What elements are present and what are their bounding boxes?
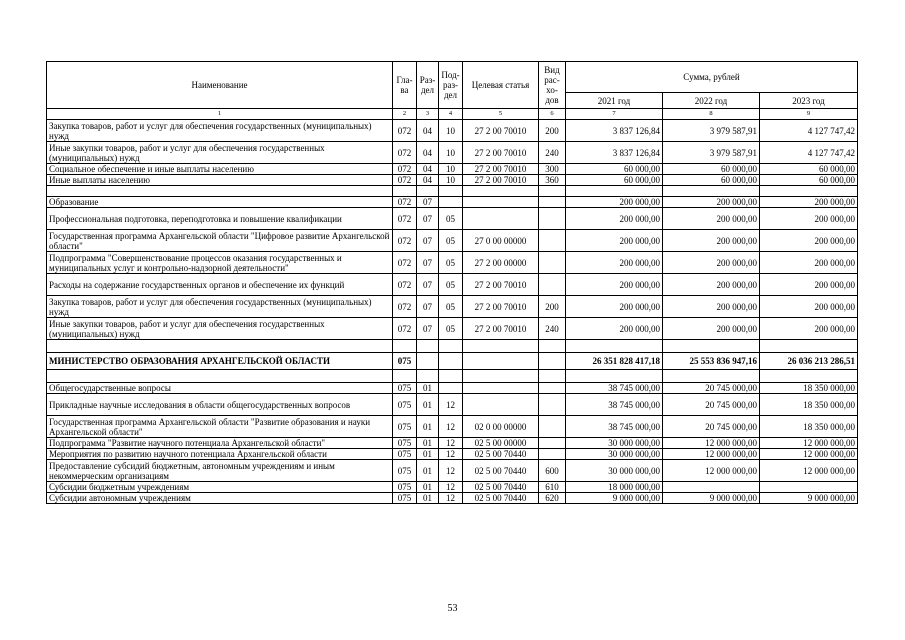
row-name: Профессиональная подготовка, переподготовка и повышение квалификации: [47, 208, 393, 230]
row-sum-2021: 38 745 000,00: [566, 416, 663, 438]
row-podrazdel: 12: [439, 394, 463, 416]
row-sum-2023: 200 000,00: [760, 274, 858, 296]
row-sum-2021: 38 745 000,00: [566, 394, 663, 416]
table-row: [47, 493, 858, 504]
row-glava: 075: [393, 438, 417, 449]
row-sum-2023: 200 000,00: [760, 318, 858, 340]
row-sum-2021: 200 000,00: [566, 318, 663, 340]
row-podrazdel: 10: [439, 164, 463, 175]
header-year-2022: 2022 год: [663, 93, 760, 109]
row-podrazdel: 12: [439, 493, 463, 504]
row-sum-2022: 200 000,00: [663, 230, 760, 252]
row-celevaya: 27 2 00 70010: [463, 274, 539, 296]
row-sum-2022: 25 553 836 947,16: [663, 353, 760, 370]
row-sum-2022: 3 979 587,91: [663, 142, 760, 164]
table-row: [47, 383, 858, 394]
row-sum-2021: 200 000,00: [566, 296, 663, 318]
table-row: [47, 164, 858, 175]
row-sum-2021: 200 000,00: [566, 208, 663, 230]
row-glava: 072: [393, 120, 417, 142]
row-glava: 072: [393, 274, 417, 296]
row-vid: 240: [539, 318, 566, 340]
row-name: Прикладные научные исследования в области общегосударственных вопросов: [47, 394, 393, 416]
table-row: [47, 175, 858, 186]
row-name: Расходы на содержание государственных органов и обеспечение их функций: [47, 274, 393, 296]
row-vid: [539, 274, 566, 296]
row-celevaya: [463, 394, 539, 416]
row-razdel: 01: [417, 493, 439, 504]
row-sum-2023: 200 000,00: [760, 197, 858, 208]
row-celevaya: 27 2 00 70010: [463, 175, 539, 186]
row-sum-2022: 20 745 000,00: [663, 383, 760, 394]
table-row: [47, 252, 858, 274]
column-number: 5: [463, 109, 539, 120]
row-sum-2022: 200 000,00: [663, 274, 760, 296]
row-celevaya: 02 5 00 00000: [463, 438, 539, 449]
row-sum-2021: 26 351 828 417,18: [566, 353, 663, 370]
row-celevaya: 02 5 00 70440: [463, 449, 539, 460]
row-sum-2022: 200 000,00: [663, 208, 760, 230]
table-row: [47, 197, 858, 208]
row-podrazdel: 05: [439, 252, 463, 274]
row-celevaya: 27 2 00 70010: [463, 296, 539, 318]
row-sum-2022: 12 000 000,00: [663, 438, 760, 449]
row-glava: 075: [393, 482, 417, 493]
row-razdel: 07: [417, 252, 439, 274]
row-glava: 075: [393, 416, 417, 438]
row-glava: 075: [393, 460, 417, 482]
row-sum-2022: 12 000 000,00: [663, 460, 760, 482]
row-sum-2022: 200 000,00: [663, 197, 760, 208]
row-podrazdel: 05: [439, 318, 463, 340]
table-row: [47, 208, 858, 230]
row-razdel: 04: [417, 142, 439, 164]
row-sum-2023: 12 000 000,00: [760, 438, 858, 449]
row-razdel: 01: [417, 383, 439, 394]
header-glava: Гла-ва: [393, 62, 417, 109]
row-sum-2022: 200 000,00: [663, 252, 760, 274]
row-razdel: 01: [417, 460, 439, 482]
column-number: 6: [539, 109, 566, 120]
row-sum-2023: 12 000 000,00: [760, 460, 858, 482]
row-name: Закупка товаров, работ и услуг для обеспечения государственных (муниципальных) нужд: [47, 120, 393, 142]
row-sum-2023: 12 000 000,00: [760, 449, 858, 460]
row-vid: 360: [539, 175, 566, 186]
row-sum-2023: 26 036 213 286,51: [760, 353, 858, 370]
row-razdel: 07: [417, 296, 439, 318]
row-sum-2023: [760, 482, 858, 493]
row-podrazdel: 10: [439, 175, 463, 186]
row-razdel: 07: [417, 230, 439, 252]
row-celevaya: 27 0 00 00000: [463, 230, 539, 252]
row-podrazdel: 12: [439, 416, 463, 438]
row-glava: 072: [393, 296, 417, 318]
row-celevaya: [463, 353, 539, 370]
row-sum-2021: 200 000,00: [566, 252, 663, 274]
row-sum-2021: 60 000,00: [566, 164, 663, 175]
row-celevaya: 27 2 00 70010: [463, 318, 539, 340]
row-podrazdel: 05: [439, 274, 463, 296]
row-podrazdel: 10: [439, 142, 463, 164]
row-name: МИНИСТЕРСТВО ОБРАЗОВАНИЯ АРХАНГЕЛЬСКОЙ ОБЛАСТИ: [47, 353, 393, 370]
row-name: Социальное обеспечение и иные выплаты населению: [47, 164, 393, 175]
row-glava: 075: [393, 353, 417, 370]
row-name: Образование: [47, 197, 393, 208]
header-celevaya: Целевая статья: [463, 62, 539, 109]
row-sum-2023: 18 350 000,00: [760, 416, 858, 438]
table-row: [47, 230, 858, 252]
row-sum-2022: 3 979 587,91: [663, 120, 760, 142]
row-sum-2022: 12 000 000,00: [663, 449, 760, 460]
row-podrazdel: 12: [439, 482, 463, 493]
column-number: 4: [439, 109, 463, 120]
table-row: [47, 416, 858, 438]
row-name: Закупка товаров, работ и услуг для обеспечения государственных (муниципальных) нужд: [47, 296, 393, 318]
row-celevaya: [463, 208, 539, 230]
row-glava: 072: [393, 252, 417, 274]
blank-row: [47, 186, 858, 197]
row-razdel: 01: [417, 482, 439, 493]
row-podrazdel: 10: [439, 120, 463, 142]
table-row: [47, 120, 858, 142]
row-razdel: 07: [417, 318, 439, 340]
row-sum-2022: 20 745 000,00: [663, 416, 760, 438]
row-sum-2022: [663, 482, 760, 493]
blank-row: [47, 340, 858, 353]
row-vid: [539, 438, 566, 449]
header-row: [47, 62, 858, 93]
header-vid: Вид рас-хо-дов: [539, 62, 566, 109]
row-vid: [539, 208, 566, 230]
row-name: Иные закупки товаров, работ и услуг для обеспечения государственных (муниципальных) нужд: [47, 142, 393, 164]
row-name: Государственная программа Архангельской области "Цифровое развитие Архангельской области": [47, 230, 393, 252]
row-celevaya: 02 5 00 70440: [463, 460, 539, 482]
table-row: [47, 394, 858, 416]
row-sum-2021: 30 000 000,00: [566, 460, 663, 482]
row-sum-2022: 60 000,00: [663, 175, 760, 186]
row-razdel: 07: [417, 208, 439, 230]
row-vid: [539, 383, 566, 394]
row-razdel: 01: [417, 394, 439, 416]
blank-row: [47, 370, 858, 383]
header-summa: Сумма, рублей: [566, 62, 858, 93]
row-vid: 300: [539, 164, 566, 175]
row-vid: [539, 449, 566, 460]
row-glava: 075: [393, 394, 417, 416]
page-number: 53: [447, 603, 458, 614]
row-glava: 075: [393, 383, 417, 394]
row-glava: 072: [393, 197, 417, 208]
row-sum-2021: 18 000 000,00: [566, 482, 663, 493]
row-sum-2021: 30 000 000,00: [566, 449, 663, 460]
row-sum-2023: 200 000,00: [760, 230, 858, 252]
table-row: [47, 438, 858, 449]
ministry-total-row: [47, 353, 858, 370]
row-sum-2021: 9 000 000,00: [566, 493, 663, 504]
row-podrazdel: 05: [439, 230, 463, 252]
row-sum-2021: 30 000 000,00: [566, 438, 663, 449]
row-celevaya: 27 2 00 70010: [463, 142, 539, 164]
row-sum-2023: 200 000,00: [760, 252, 858, 274]
row-podrazdel: [439, 197, 463, 208]
row-glava: 072: [393, 208, 417, 230]
row-glava: 072: [393, 318, 417, 340]
row-razdel: 07: [417, 274, 439, 296]
row-sum-2022: 200 000,00: [663, 318, 760, 340]
column-number: 8: [663, 109, 760, 120]
budget-table: [46, 61, 858, 504]
row-sum-2023: 18 350 000,00: [760, 394, 858, 416]
row-razdel: 01: [417, 438, 439, 449]
row-celevaya: 27 2 00 70010: [463, 120, 539, 142]
row-name: Субсидии бюджетным учреждениям: [47, 482, 393, 493]
row-sum-2021: 60 000,00: [566, 175, 663, 186]
row-name: Иные закупки товаров, работ и услуг для обеспечения государственных (муниципальных) нужд: [47, 318, 393, 340]
row-sum-2023: 18 350 000,00: [760, 383, 858, 394]
row-vid: 620: [539, 493, 566, 504]
row-celevaya: 27 2 00 70010: [463, 164, 539, 175]
row-sum-2023: 200 000,00: [760, 208, 858, 230]
row-name: Иные выплаты населению: [47, 175, 393, 186]
row-sum-2023: 60 000,00: [760, 175, 858, 186]
row-vid: 610: [539, 482, 566, 493]
header-year-2021: 2021 год: [566, 93, 663, 109]
row-sum-2021: 200 000,00: [566, 197, 663, 208]
column-number: 2: [393, 109, 417, 120]
table-row: [47, 449, 858, 460]
column-number: 9: [760, 109, 858, 120]
row-podrazdel: 05: [439, 296, 463, 318]
column-number-row: [47, 109, 858, 120]
row-name: Подпрограмма "Совершенствование процессов оказания государственных и муниципальных услуг и контрольно-надзорной деятельности": [47, 252, 393, 274]
row-podrazdel: 12: [439, 449, 463, 460]
row-celevaya: 02 0 00 00000: [463, 416, 539, 438]
header-podrazdel: Под-раз-дел: [439, 62, 463, 109]
column-number: 3: [417, 109, 439, 120]
row-razdel: 04: [417, 175, 439, 186]
table-row: [47, 296, 858, 318]
row-name: Общегосударственные вопросы: [47, 383, 393, 394]
row-razdel: 04: [417, 120, 439, 142]
row-sum-2021: 38 745 000,00: [566, 383, 663, 394]
row-glava: 072: [393, 175, 417, 186]
row-sum-2022: 200 000,00: [663, 296, 760, 318]
row-podrazdel: 05: [439, 208, 463, 230]
table-row: [47, 460, 858, 482]
table-row: [47, 274, 858, 296]
row-name: Субсидии автономным учреждениям: [47, 493, 393, 504]
row-sum-2023: 60 000,00: [760, 164, 858, 175]
row-vid: 200: [539, 296, 566, 318]
table-row: [47, 142, 858, 164]
row-sum-2021: 200 000,00: [566, 230, 663, 252]
row-name: Предоставление субсидий бюджетным, автономным учреждениям и иным некоммерческим организациям: [47, 460, 393, 482]
row-name: Государственная программа Архангельской области "Развитие образования и науки Архангельской области": [47, 416, 393, 438]
row-glava: 075: [393, 493, 417, 504]
row-vid: [539, 197, 566, 208]
row-vid: [539, 252, 566, 274]
row-razdel: [417, 353, 439, 370]
table-row: [47, 482, 858, 493]
row-vid: [539, 416, 566, 438]
row-sum-2023: 9 000 000,00: [760, 493, 858, 504]
row-sum-2022: 20 745 000,00: [663, 394, 760, 416]
row-vid: [539, 230, 566, 252]
row-razdel: 04: [417, 164, 439, 175]
row-vid: 200: [539, 120, 566, 142]
row-glava: 072: [393, 164, 417, 175]
row-celevaya: 02 5 00 70440: [463, 493, 539, 504]
header-name: Наименование: [47, 62, 393, 109]
row-podrazdel: [439, 383, 463, 394]
row-razdel: 01: [417, 449, 439, 460]
column-number: 7: [566, 109, 663, 120]
row-vid: [539, 353, 566, 370]
row-podrazdel: 12: [439, 460, 463, 482]
row-sum-2023: 4 127 747,42: [760, 120, 858, 142]
row-sum-2023: 4 127 747,42: [760, 142, 858, 164]
row-razdel: 07: [417, 197, 439, 208]
row-sum-2021: 200 000,00: [566, 274, 663, 296]
header-year-2023: 2023 год: [760, 93, 858, 109]
row-glava: 075: [393, 449, 417, 460]
row-name: Мероприятия по развитию научного потенциала Архангельской области: [47, 449, 393, 460]
row-sum-2021: 3 837 126,84: [566, 142, 663, 164]
table-row: [47, 318, 858, 340]
header-razdel: Раз-дел: [417, 62, 439, 109]
row-name: Подпрограмма "Развитие научного потенциала Архангельской области": [47, 438, 393, 449]
row-glava: 072: [393, 230, 417, 252]
column-number: 1: [47, 109, 393, 120]
row-celevaya: [463, 383, 539, 394]
row-celevaya: [463, 197, 539, 208]
row-glava: 072: [393, 142, 417, 164]
row-celevaya: 27 2 00 00000: [463, 252, 539, 274]
row-celevaya: 02 5 00 70440: [463, 482, 539, 493]
row-sum-2022: 60 000,00: [663, 164, 760, 175]
row-sum-2022: 9 000 000,00: [663, 493, 760, 504]
row-vid: 600: [539, 460, 566, 482]
row-podrazdel: [439, 353, 463, 370]
row-razdel: 01: [417, 416, 439, 438]
row-sum-2021: 3 837 126,84: [566, 120, 663, 142]
row-vid: 240: [539, 142, 566, 164]
row-podrazdel: 12: [439, 438, 463, 449]
row-vid: [539, 394, 566, 416]
row-sum-2023: 200 000,00: [760, 296, 858, 318]
